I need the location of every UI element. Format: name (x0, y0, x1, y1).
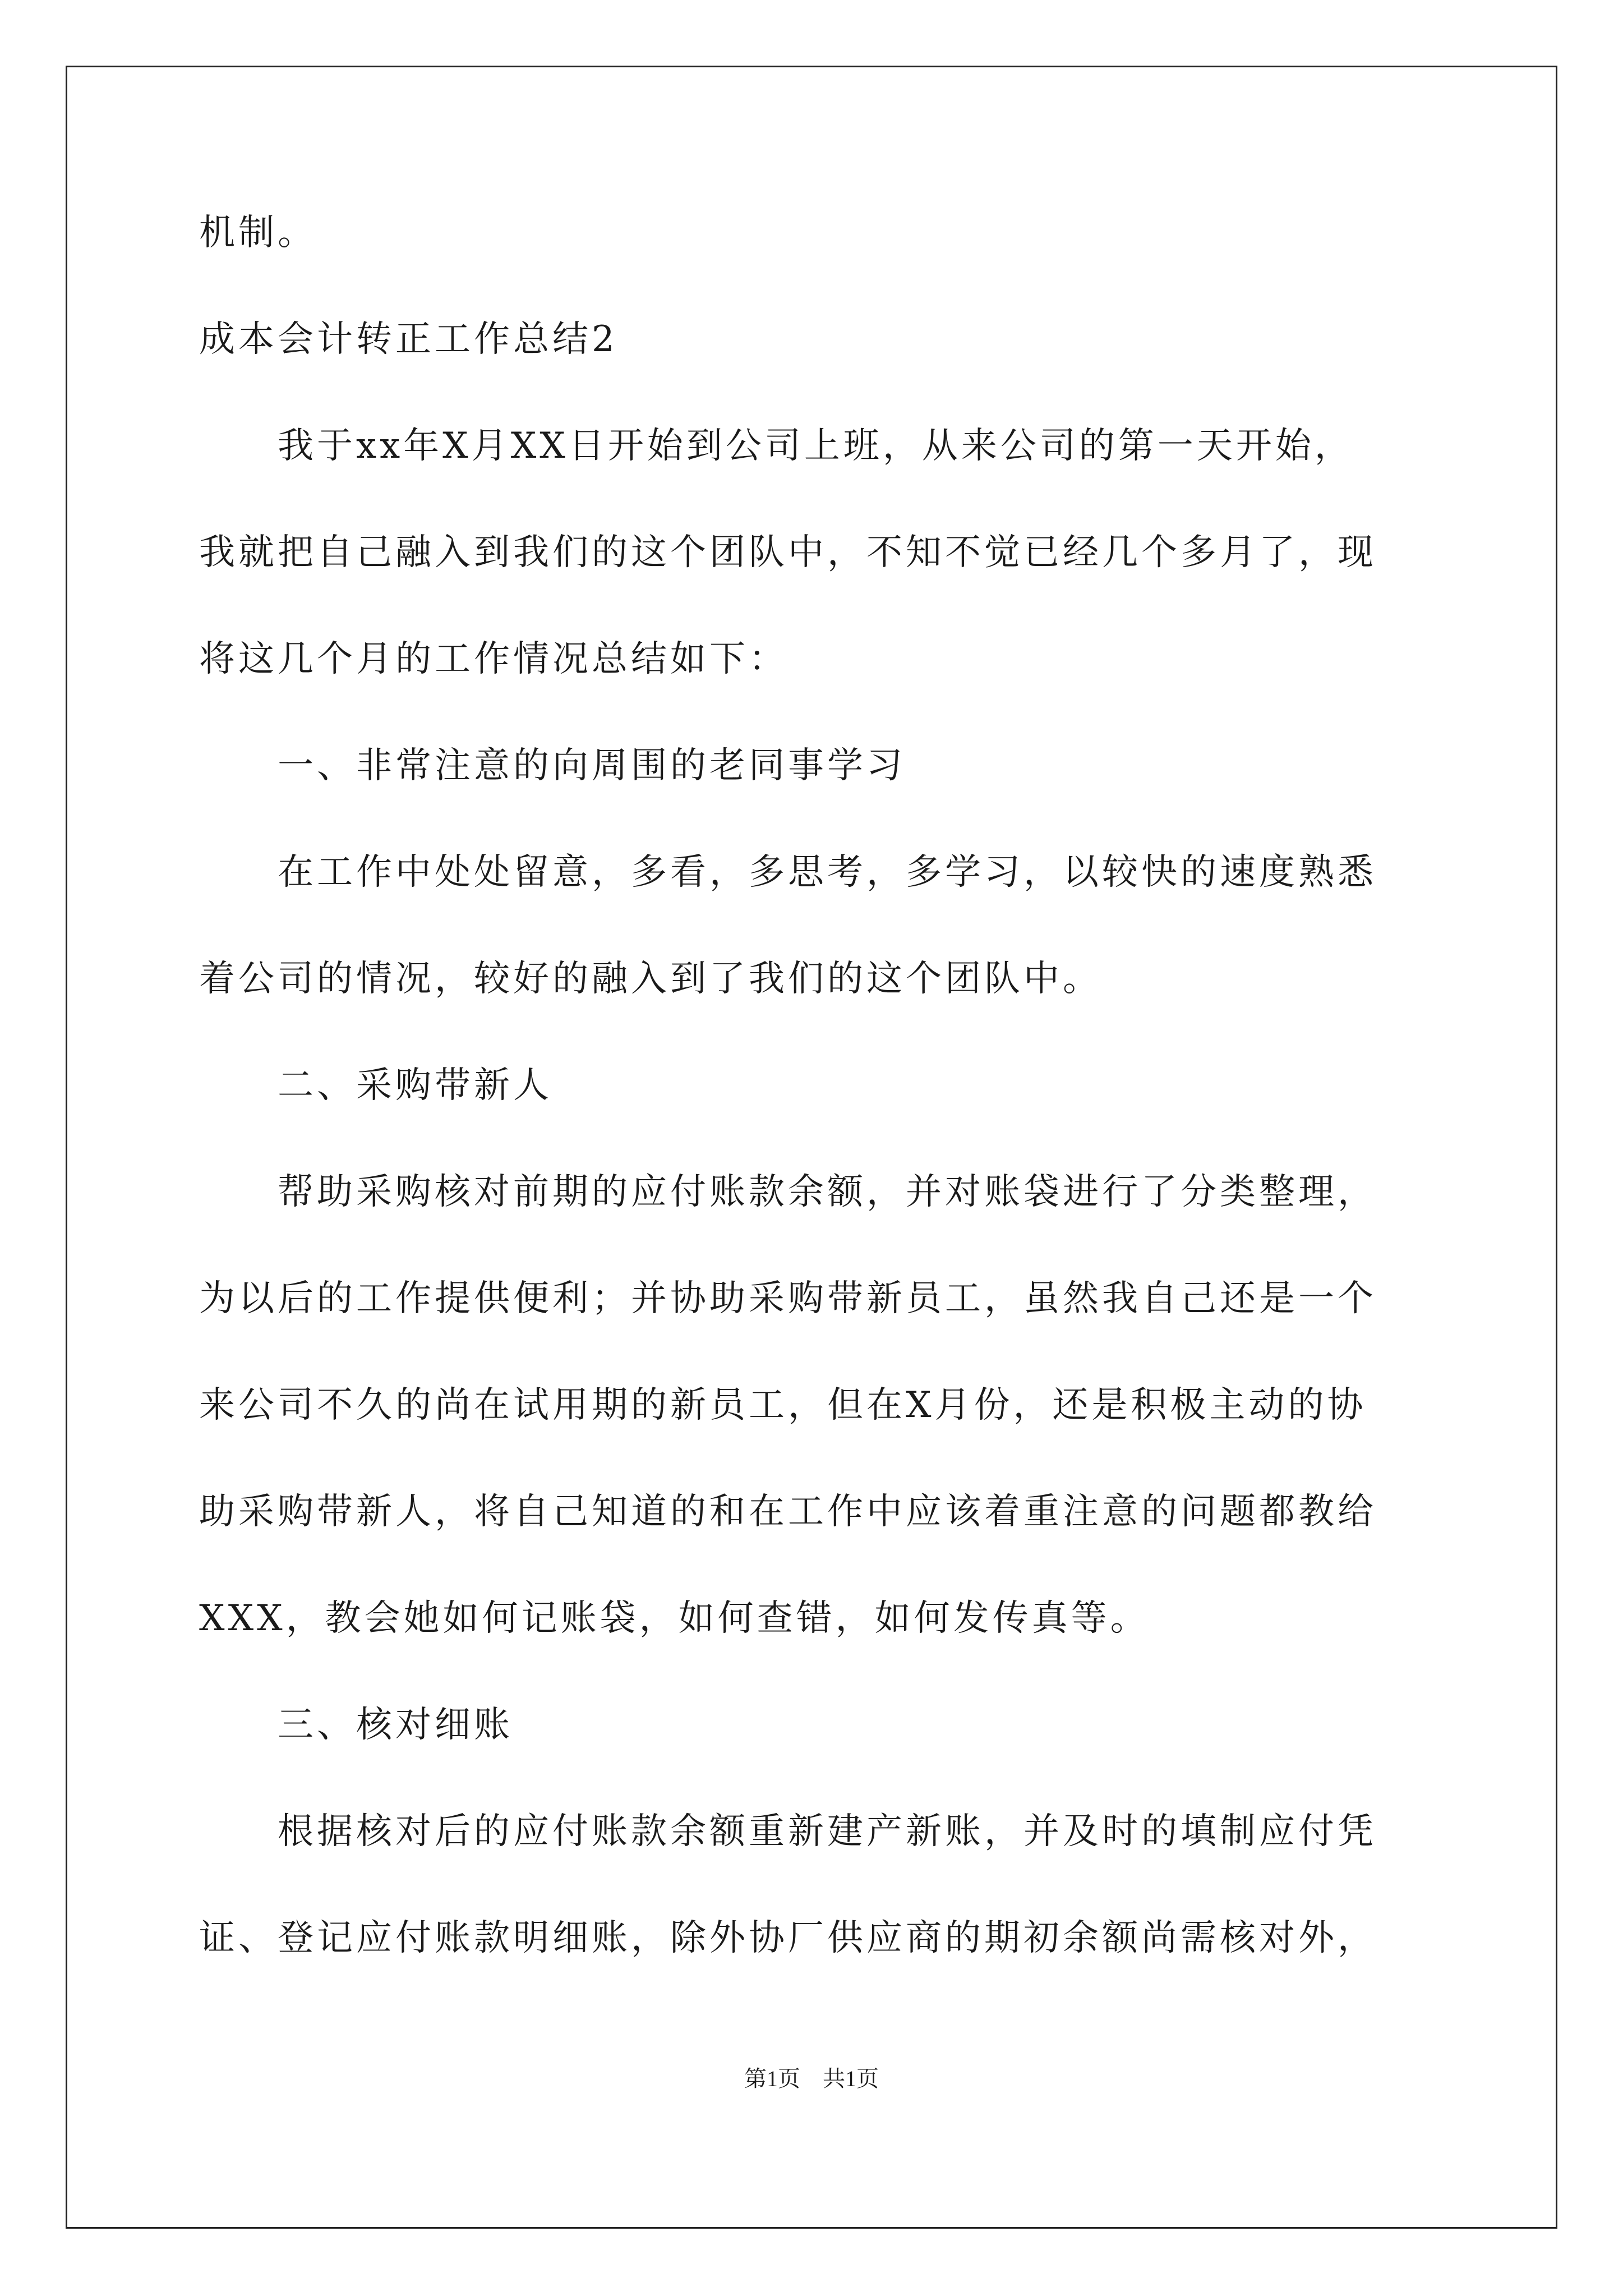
text-line: 在工作中处处留意，多看，多思考，多学习，以较快的速度熟悉 (278, 852, 1377, 893)
section-heading: 三、核对细账 (278, 1704, 513, 1746)
text-line: 根据核对后的应付账款余额重新建产新账，并及时的填制应付凭 (278, 1811, 1377, 1852)
text-line: 为以后的工作提供便利；并协助采购带新员工，虽然我自己还是一个 (199, 1278, 1377, 1319)
page-number-footer: 第1页 共1页 (744, 2066, 879, 2091)
text-line: XXX，教会她如何记账袋，如何查错，如何发传真等。 (199, 1598, 1150, 1639)
text-line: 来公司不久的尚在试用期的新员工，但在X月份，还是积极主动的协 (199, 1384, 1367, 1426)
text-line: 机制。 (199, 212, 317, 254)
page-border (66, 66, 1557, 2229)
text-line: 我就把自己融入到我们的这个团队中，不知不觉已经几个多月了，现 (199, 532, 1377, 573)
text-line: 我于xx年X月XX日开始到公司上班，从来公司的第一天开始， (278, 425, 1354, 467)
text-line: 着公司的情况，较好的融入到了我们的这个团队中。 (199, 958, 1102, 1000)
text-line: 助采购带新人，将自己知道的和在工作中应该着重注意的问题都教给 (199, 1491, 1377, 1533)
text-line: 将这几个月的工作情况总结如下： (199, 638, 788, 680)
section-title: 成本会计转正工作总结2 (199, 319, 618, 360)
section-heading: 二、采购带新人 (278, 1065, 552, 1106)
section-heading: 一、非常注意的向周围的老同事学习 (278, 745, 906, 786)
text-line: 帮助采购核对前期的应付账款余额，并对账袋进行了分类整理， (278, 1171, 1377, 1213)
text-line: 证、登记应付账款明细账，除外协厂供应商的期初余额尚需核对外， (199, 1917, 1377, 1959)
